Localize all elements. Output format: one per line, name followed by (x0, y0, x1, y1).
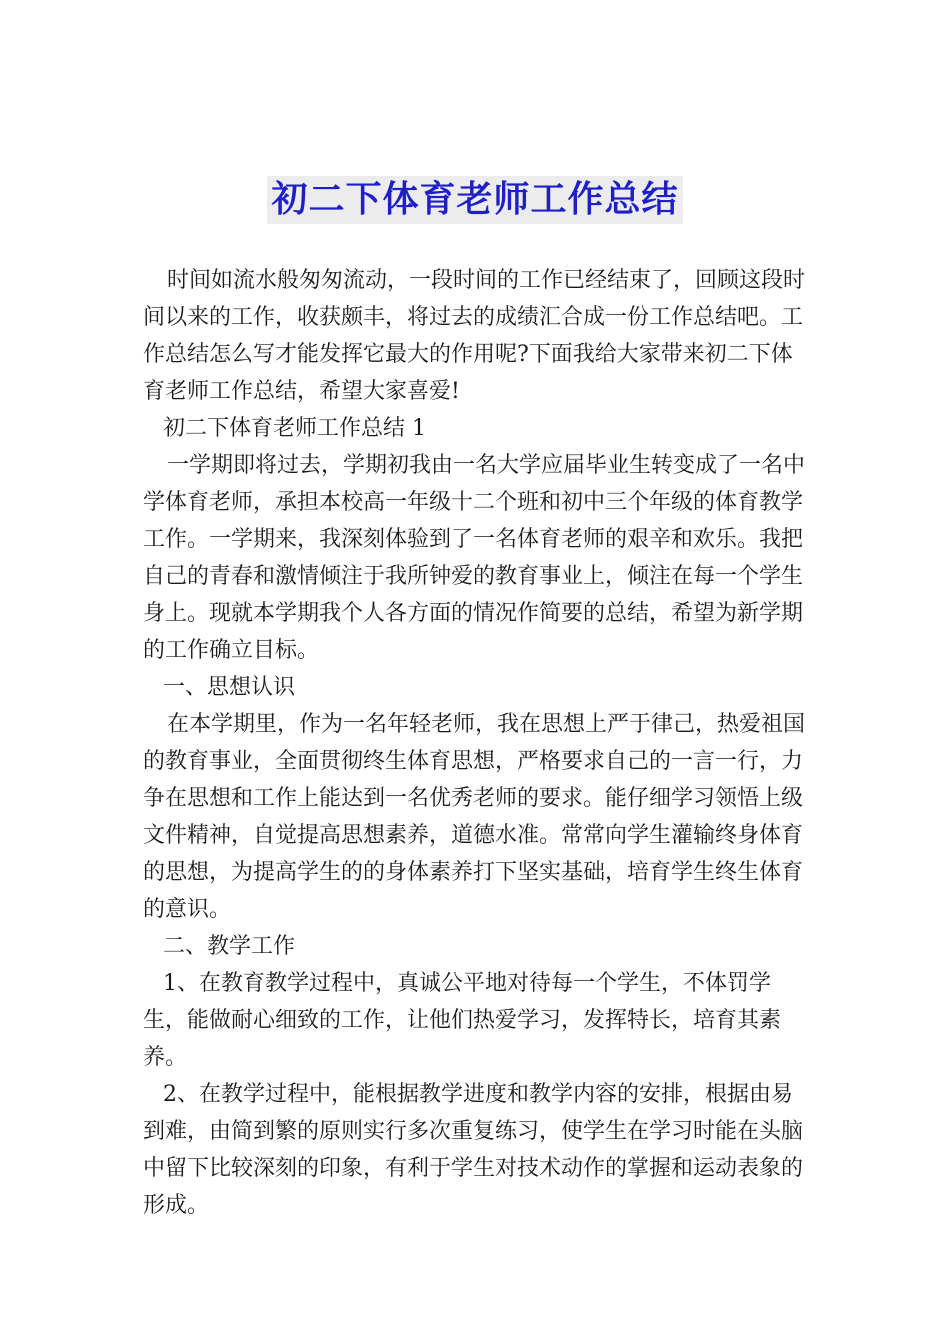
body-paragraph: 在本学期里，作为一名年轻老师，我在思想上严于律己，热爱祖国的教育事业，全面贯彻终生体育思想，严格要求自己的一言一行，力争在思想和工作上能达到一名优秀老师的要求。能仔细学习领悟上级文件精神，自觉提高思想素养，道德水准。常常向学生灌输终身体育的思想，为提高学生的的身体素养打下坚实基础，培育学生终生体育的意识。 (143, 712, 806, 922)
body-paragraph: 一学期即将过去，学期初我由一名大学应届毕业生转变成了一名中学体育老师，承担本校高一年级十二个班和初中三个年级的体育教学工作。一学期来，我深刻体验到了一名体育老师的艰辛和欢乐。我把自己的青春和激情倾注于我所钟爱的教育事业上，倾注在每一个学生身上。现就本学期我个人各方面的情况作简要的总结，希望为新学期的工作确立目标。 (143, 453, 806, 663)
intro-paragraph: 时间如流水般匆匆流动，一段时间的工作已经结束了，回顾这段时间以来的工作，收获颇丰，将过去的成绩汇合成一份工作总结吧。工作总结怎么写才能发挥它最大的作用呢?下面我给大家带来初二下体育老师工作总结，希望大家喜爱! (143, 268, 806, 404)
document-title: 初二下体育老师工作总结 (267, 176, 682, 224)
section-heading-thought: 一、思想认识 (163, 675, 296, 700)
title-container (0, 176, 950, 224)
section-heading-teaching: 二、教学工作 (163, 934, 296, 959)
document-body (143, 262, 809, 1224)
list-item: 2、在教学过程中，能根据教学进度和教学内容的安排，根据由易到难，由简到繁的原则实行多次重复练习，使学生在学习时能在头脑中留下比较深刻的印象，有利于学生对技术动作的掌握和运动表象的形成。 (143, 1082, 804, 1218)
list-item: 1、在教育教学过程中，真诚公平地对待每一个学生，不体罚学生，能做耐心细致的工作，让他们热爱学习，发挥特长，培育其素养。 (143, 971, 782, 1070)
section-title: 初二下体育老师工作总结 1 (163, 416, 426, 441)
